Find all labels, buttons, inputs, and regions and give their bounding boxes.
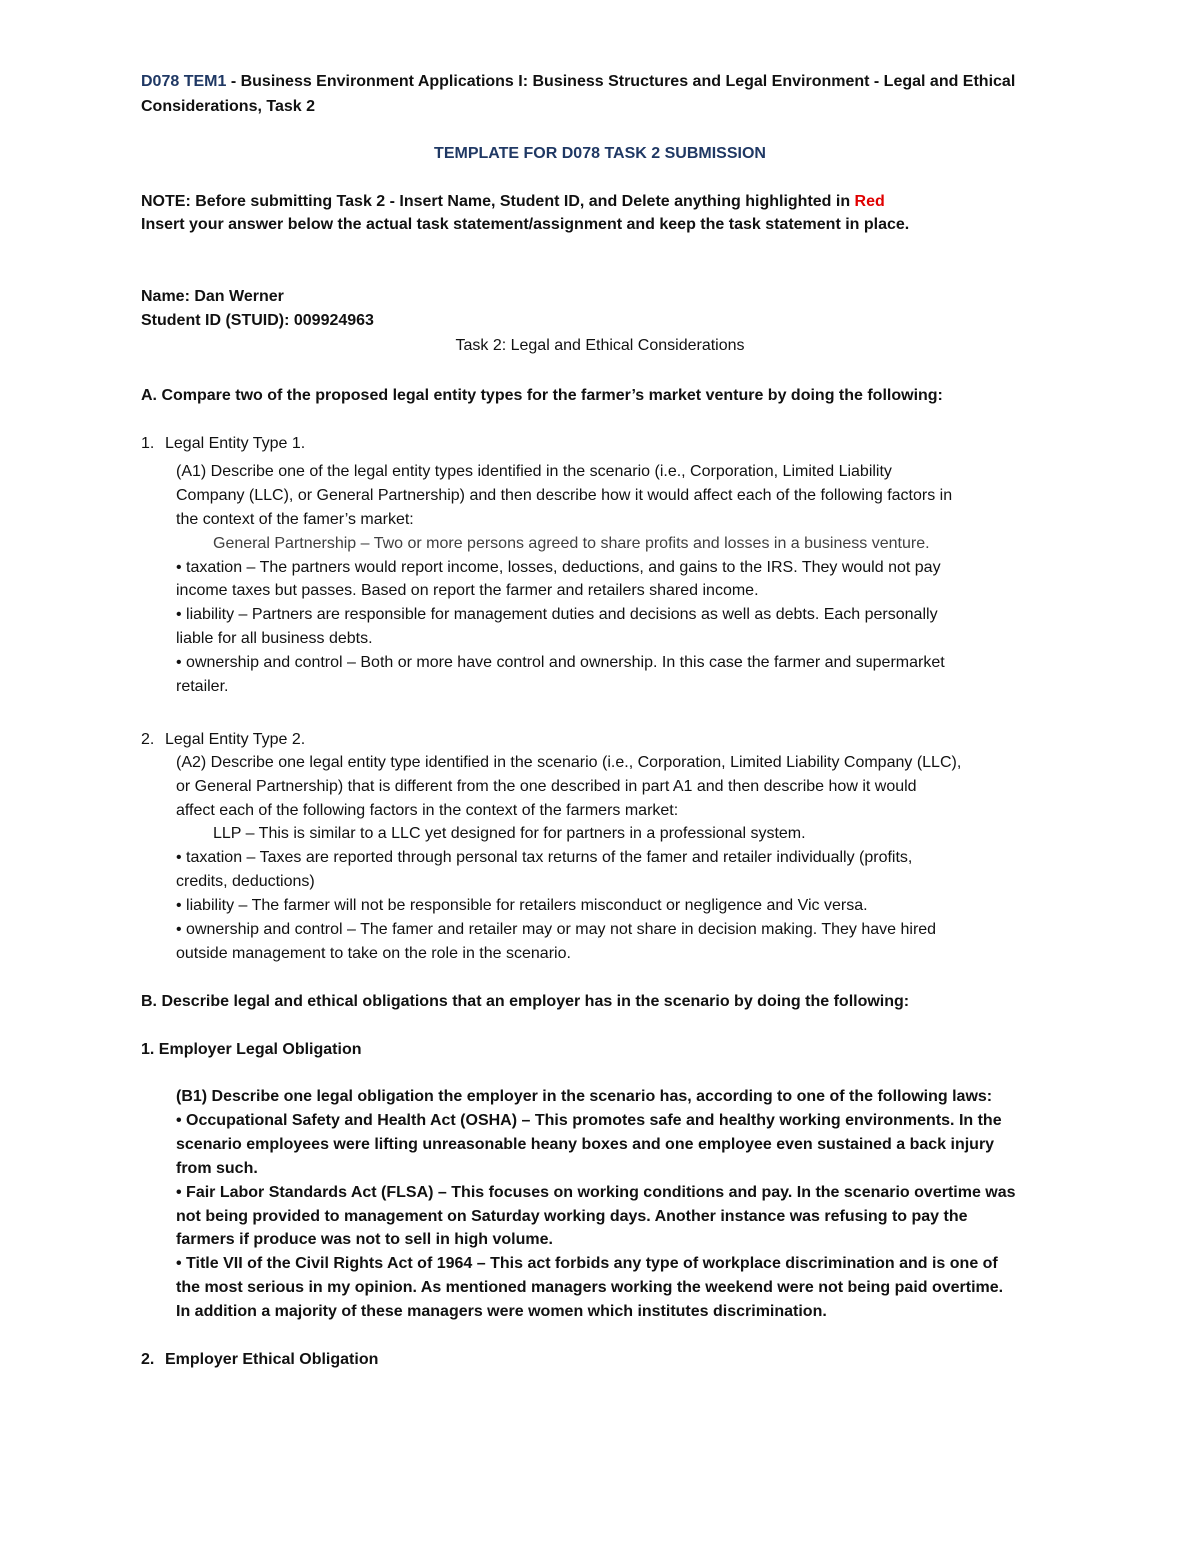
note-line2: Insert your answer below the actual task statement/assignment and keep the task statement in place. bbox=[141, 216, 910, 233]
a2-prompt-line: or General Partnership) that is different from the one described in part A1 and then describe how it would bbox=[176, 778, 917, 795]
a2-answer-line: outside management to take on the role in the scenario. bbox=[176, 945, 571, 962]
a1-answer-line: liable for all business debts. bbox=[176, 630, 373, 647]
a2-answer-line: • liability – The farmer will not be responsible for retailers misconduct or negligence and Vic versa. bbox=[176, 897, 868, 914]
a2-answer-line: • ownership and control – The famer and retailer may or may not share in decision making. They have hired bbox=[176, 921, 937, 938]
a2-answer-line: • taxation – Taxes are reported through personal tax returns of the famer and retailer individually (profits, bbox=[176, 849, 913, 866]
section-b-heading: B. Describe legal and ethical obligations that an employer has in the scenario by doing the following: bbox=[141, 993, 910, 1010]
document-title-line2: Considerations, Task 2 bbox=[141, 98, 315, 115]
b1-prompt: (B1) Describe one legal obligation the employer in the scenario has, according to one of the following laws: bbox=[176, 1088, 993, 1105]
b1-answer-line: scenario employees were lifting unreasonable heany boxes and one employee even sustained a back injury bbox=[176, 1136, 995, 1153]
b1-answer-line: farmers if produce was not to sell in high volume. bbox=[176, 1231, 553, 1248]
a1-answer-intro: General Partnership – Two or more persons agreed to share profits and losses in a business venture. bbox=[213, 535, 930, 552]
a2-prompt-line: affect each of the following factors in the context of the farmers market: bbox=[176, 802, 679, 819]
entity-type2-number: 2. bbox=[141, 731, 155, 748]
course-code: D078 TEM1 bbox=[141, 73, 227, 90]
a1-answer-line: income taxes but passes. Based on report the farmer and retailers shared income. bbox=[176, 582, 759, 599]
a1-prompt-line: the context of the famer’s market: bbox=[176, 511, 414, 528]
note-text: NOTE: Before submitting Task 2 - Insert Name, Student ID, and Delete anything highlighted in bbox=[141, 193, 855, 210]
b1-answer-line: In addition a majority of these managers were women which institutes discrimination. bbox=[176, 1303, 827, 1320]
student-name: Name: Dan Werner bbox=[141, 288, 284, 305]
a2-answer-line: credits, deductions) bbox=[176, 873, 315, 890]
a1-answer-line: • liability – Partners are responsible for management duties and decisions as well as debts. Each personally bbox=[176, 606, 938, 623]
entity-type2-label: Legal Entity Type 2. bbox=[165, 731, 306, 748]
a2-answer-intro: LLP – This is similar to a LLC yet designed for for partners in a professional system. bbox=[213, 825, 806, 842]
employer-ethical-heading bbox=[141, 1348, 378, 1372]
b1-answer-line: the most serious in my opinion. As mentioned managers working the weekend were not being paid overtime. bbox=[176, 1279, 1004, 1296]
a1-answer-line: • taxation – The partners would report income, losses, deductions, and gains to the IRS. They would not pay bbox=[176, 559, 941, 576]
template-title: TEMPLATE FOR D078 TASK 2 SUBMISSION bbox=[434, 145, 766, 162]
employer-ethical-label: Employer Ethical Obligation bbox=[165, 1351, 379, 1368]
entity-type1-label: Legal Entity Type 1. bbox=[165, 435, 306, 452]
a1-answer-line: retailer. bbox=[176, 678, 229, 695]
entity-type2-heading bbox=[141, 728, 305, 752]
b1-answer-line: • Occupational Safety and Health Act (OSHA) – This promotes safe and healthy working environments. In the bbox=[176, 1112, 1002, 1129]
a1-answer-line: • ownership and control – Both or more have control and ownership. In this case the farmer and supermarket bbox=[176, 654, 945, 671]
b1-answer-line: from such. bbox=[176, 1160, 258, 1177]
document-title-line1 bbox=[141, 70, 1015, 94]
employer-ethical-number: 2. bbox=[141, 1351, 155, 1368]
a1-prompt-line: (A1) Describe one of the legal entity types identified in the scenario (i.e., Corporation, Limited Liability bbox=[176, 463, 892, 480]
a2-prompt-line: (A2) Describe one legal entity type identified in the scenario (i.e., Corporation, Limited Liability Company (LLC), bbox=[176, 754, 962, 771]
b1-answer-line: • Fair Labor Standards Act (FLSA) – This focuses on working conditions and pay. In the scenario overtime was bbox=[176, 1184, 1016, 1201]
a1-prompt-line: Company (LLC), or General Partnership) and then describe how it would affect each of the following factors in bbox=[176, 487, 953, 504]
employer-legal-heading: 1. Employer Legal Obligation bbox=[141, 1041, 362, 1058]
b1-answer-line: • Title VII of the Civil Rights Act of 1964 – This act forbids any type of workplace discrimination and is one of bbox=[176, 1255, 998, 1272]
entity-type1-number: 1. bbox=[141, 435, 155, 452]
note-red-word: Red bbox=[854, 193, 885, 210]
task-title: Task 2: Legal and Ethical Considerations bbox=[455, 337, 745, 354]
b1-answer-line: not being provided to management on Saturday working days. Another instance was refusing to pay the bbox=[176, 1208, 968, 1225]
document-title-rest: - Business Environment Applications I: Business Structures and Legal Environment - Legal and Ethical bbox=[226, 73, 1016, 90]
student-id: Student ID (STUID): 009924963 bbox=[141, 312, 374, 329]
note-line1 bbox=[141, 190, 885, 214]
section-a-heading: A. Compare two of the proposed legal entity types for the farmer’s market venture by doing the following: bbox=[141, 387, 943, 404]
entity-type1-heading bbox=[141, 432, 305, 456]
